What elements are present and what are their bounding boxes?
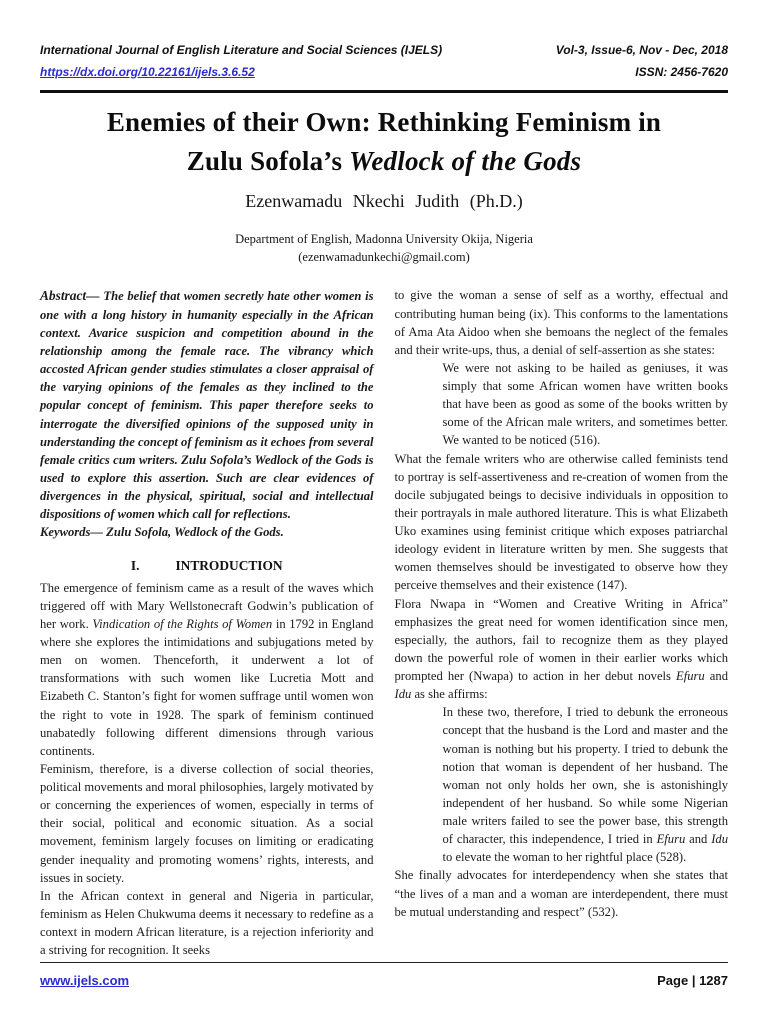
paragraph: Flora Nwapa in “Women and Creative Writing in Africa” emphasizes the great need for women identification since men, especially, the authors, fail to recognize them as they played down the powerful role of women in their earlier works which prompted her (Nwapa) to action in her debut novels Efuru and Idu as she affirms: [394, 596, 728, 702]
title-line-2 [40, 142, 728, 181]
section-heading-introduction [40, 556, 374, 575]
title-line-2-italic: Wedlock of the Gods [349, 146, 582, 177]
page-number: Page | 1287 [657, 973, 728, 988]
issn: ISSN: 2456-7620 [635, 64, 728, 79]
paragraph: Feminism, therefore, is a diverse collection of social theories, political movements and moral philosophies, largely motivated by or concerning the experiences of women, especially in terms of their social, political and economic situation. As a social movement, feminism largely focuses on limiting or eradicating gender inequality and promoting womens’ rights, interests, and issues in society. [40, 761, 374, 885]
site-link[interactable]: www.ijels.com [40, 973, 130, 988]
header-rule [40, 90, 728, 93]
abstract-text: The belief that women secretly hate other women is one with a long history in humanity especially in the African context. Avarice suspicion and competition abound in the relationship among the female race. The vibrancy which accosted African gender studies stimulates a closer appraisal of the varying opinions of the females as they inclined to the popular concept of feminism. This paper therefore seeks to interrogate the diversified opinions of the supposed unity in understanding the concept of feminism as it echoes from several female critics cum writers. Zulu Sofola’s Wedlock of the Gods is used to explore this assertion. Such are clear evidences of divergences in the physical, spiritual, social and intellectual dispositions of women which call for reflections. [40, 289, 374, 522]
journal-name: International Journal of English Literature and Social Sciences (IJELS) [40, 43, 443, 57]
author-email: (ezenwamadunkechi@gmail.com) [298, 250, 470, 265]
right-column [395, 286, 729, 959]
paragraph: What the female writers who are otherwise called feminists tend to portray is self-assertiveness and re-creation of women from the docile subjugated beings to decisive individuals in opposition to their portrayals in male authored literature. This is what Elizabeth Uko examines using feminist critique which exposes patriarchal ideology evident in literature written by men. She suggests that women themselves should be investigated to observe how they perceive themselves and their existence (147). [394, 451, 728, 593]
section-number: I. [130, 558, 140, 574]
content-columns [40, 286, 728, 959]
title-line-2-plain: Zulu Sofola’s [186, 146, 350, 177]
author-name: Ezenwamadu Nkechi Judith (Ph.D.) [245, 191, 523, 212]
keywords-text: Zulu Sofola, Wedlock of the Gods. [106, 525, 284, 540]
keywords-label: Keywords— [40, 525, 107, 540]
paragraph: In the African context in general and Nigeria in particular, feminism as Helen Chukwuma deems it necessary to redefine as a context in modern African literature, is a rejection inferiority and a striving for recognition. It seeks [40, 888, 374, 958]
abstract-label: Abstract— [40, 288, 104, 304]
page-footer [40, 962, 728, 988]
paper-title [40, 103, 728, 181]
paragraph: She finally advocates for interdependency when she states that “the lives of a man and a woman are interdependent, there must be mutual understanding and respect” (532). [394, 868, 728, 919]
keywords-paragraph [40, 523, 374, 541]
affiliation: Department of English, Madonna University Okija, Nigeria [235, 232, 533, 247]
paragraph: The emergence of feminism came as a result of the waves which triggered off with Mary Wellstonecraft Godwin’s publication of her work. Vindication of the Rights of Women in 1792 in England where she explores the intimidations and subjugations meted by men on women. Thenceforth, it underwent a lot of transformations with such women like Lucretia Mott and Eizabeth C. Stanton’s fight for women suffrage until women won the right to vote in 1928. The spark of feminism continued unabatedly following different dimensions through various continents. [40, 580, 374, 758]
block-quote: We were not asking to be hailed as geniuses, it was simply that some African women have written books that have been as good as some of the books written by some of the African male writers, and sometimes better. We wanted to be noticed (516). [442, 360, 728, 448]
block-quote: In these two, therefore, I tried to debunk the erroneous concept that the husband is the Lord and master and the woman is nothing but his property. I tried to debunk the notion that woman is dependent of her husband. The woman not only holds her own, she is astonishingly independent of her husband. So while some Nigerian male writers failed to see the power base, this strength of character, this independence, I tried in Efuru and Idu to elevate the woman to her rightful place (528). [442, 705, 729, 865]
section-title: INTRODUCTION [175, 558, 283, 574]
paragraph: to give the woman a sense of self as a worthy, effectual and contributing human being (ix). This conforms to the lamentations of Ama Ata Aidoo when she bemoans the neglect of the females and their write-ups, thus, a denial of self-assertion as she states: [394, 288, 728, 357]
doi-link[interactable]: https://dx.doi.org/10.22161/ijels.3.6.52 [40, 64, 255, 79]
volume-issue: Vol-3, Issue-6, Nov - Dec, 2018 [555, 43, 728, 57]
left-column [40, 286, 374, 959]
journal-header [40, 40, 728, 93]
title-line-1: Enemies of their Own: Rethinking Feminism in [106, 107, 662, 138]
abstract-paragraph [40, 286, 374, 523]
